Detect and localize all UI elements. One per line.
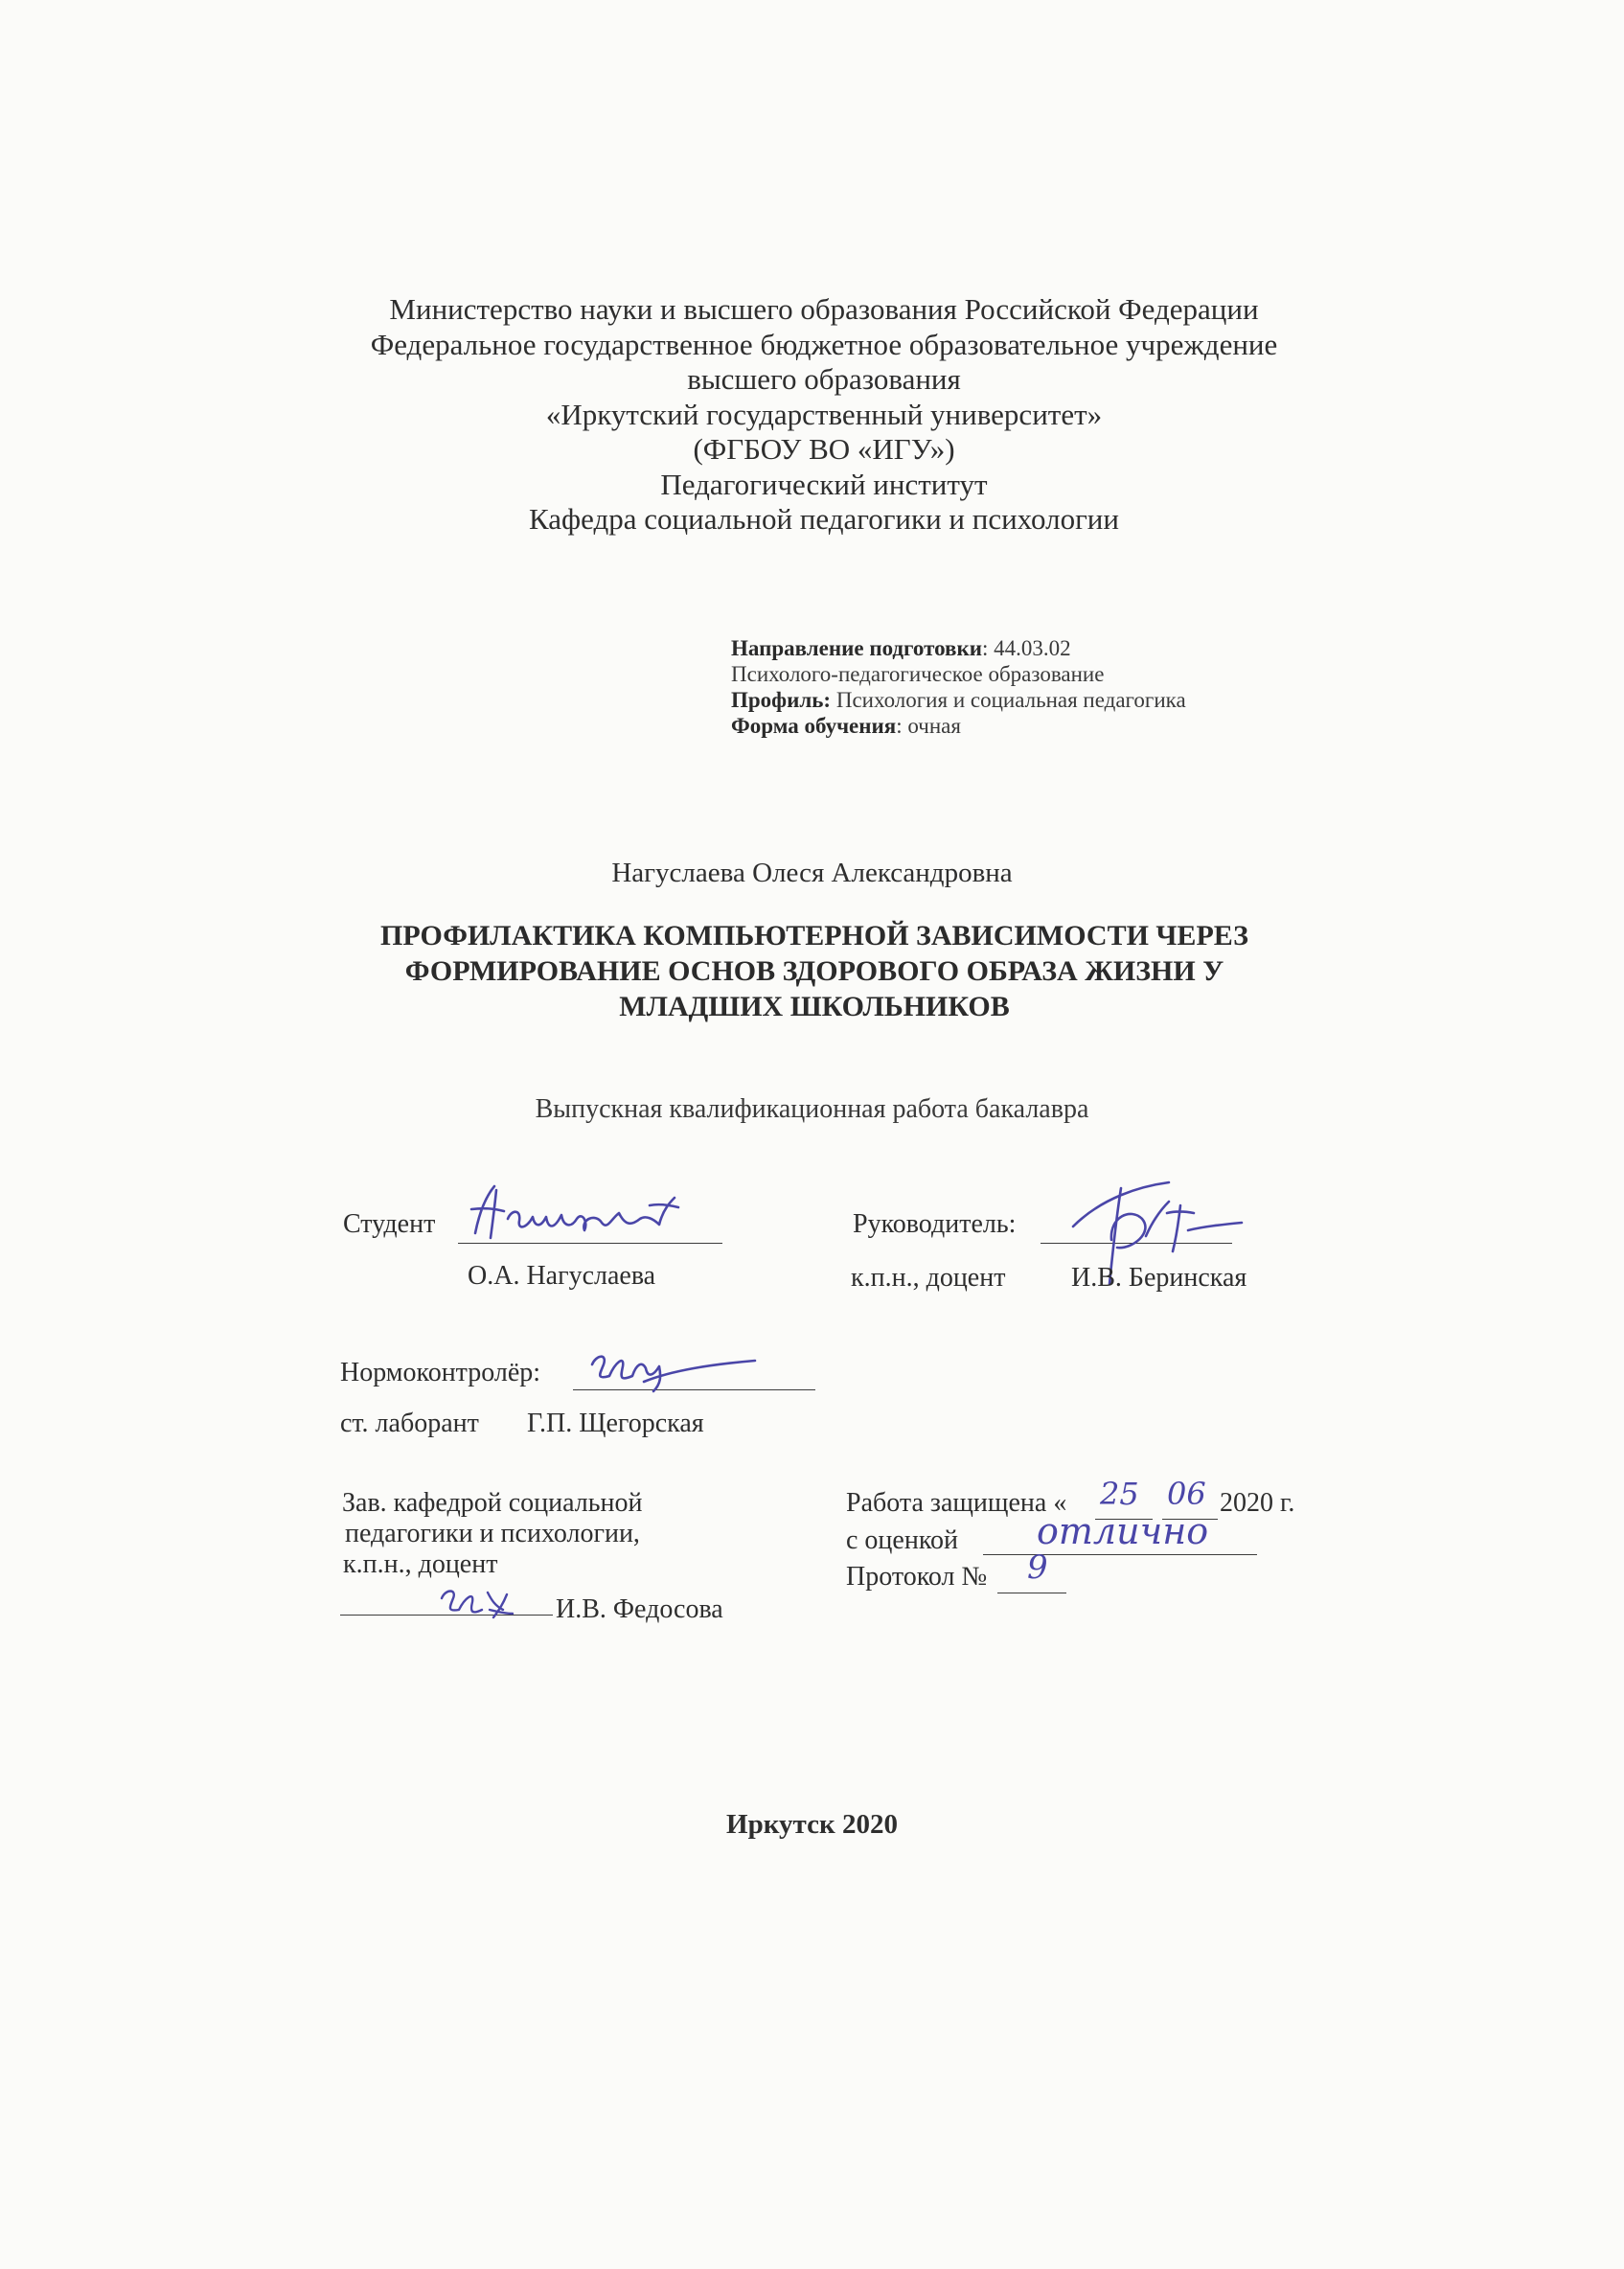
title-line: ФОРМИРОВАНИЕ ОСНОВ ЗДОРОВОГО ОБРАЗА ЖИЗНИ У <box>404 955 1224 987</box>
title-line: МЛАДШИХ ШКОЛЬНИКОВ <box>619 991 1010 1022</box>
defense-year: 2020 г. <box>1220 1488 1295 1518</box>
city-year: Иркутск 2020 <box>726 1809 898 1840</box>
profile-label: Профиль: <box>731 688 832 712</box>
defense-day: 25 <box>1100 1476 1139 1512</box>
title-line: ПРОФИЛАКТИКА КОМПЬЮТЕРНОЙ ЗАВИСИМОСТИ ЧЕРЕЗ <box>380 920 1248 951</box>
direction-label: Направление подготовки <box>731 636 982 660</box>
head-name: И.В. Федосова <box>556 1594 723 1624</box>
grade-line <box>983 1554 1257 1555</box>
head-title-line1: Зав. кафедрой социальной <box>342 1488 643 1518</box>
header-line: высшего образования <box>687 362 961 396</box>
institution-header <box>316 292 1332 538</box>
study-direction-block <box>731 635 1186 739</box>
protocol-number: 9 <box>1027 1548 1048 1587</box>
thesis-title <box>287 918 1341 1024</box>
supervisor-label: Руководитель: <box>853 1209 1017 1239</box>
study-form-label: Форма обучения <box>731 714 897 738</box>
header-line: Министерство науки и высшего образования Российской Федерации <box>389 292 1259 326</box>
profile-value: Психология и социальная педагогика <box>831 688 1186 712</box>
defense-prefix: Работа защищена « <box>846 1488 1067 1518</box>
head-title-line2: педагогики и психологии, <box>345 1519 640 1548</box>
student-signature <box>458 1180 736 1248</box>
header-line: Педагогический институт <box>660 467 988 501</box>
work-type: Выпускная квалификационная работа бакалавра <box>535 1094 1089 1124</box>
student-name: О.А. Нагуслаева <box>468 1261 656 1291</box>
direction-name: Психолого-педагогическое образование <box>731 662 1105 686</box>
author-name: Нагуслаева Олеся Александровна <box>611 858 1013 888</box>
student-label: Студент <box>343 1209 436 1239</box>
normcontrol-signature <box>586 1343 759 1397</box>
header-line: Федеральное государственное бюджетное образовательное учреждение <box>370 327 1278 361</box>
direction-code: : 44.03.02 <box>981 636 1071 660</box>
grade-label: с оценкой <box>846 1525 958 1555</box>
header-line: «Иркутский государственный университет» <box>545 397 1103 431</box>
head-signature <box>436 1581 541 1623</box>
protocol-label: Протокол № <box>846 1562 988 1592</box>
header-line: (ФГБОУ ВО «ИГУ») <box>693 432 955 466</box>
supervisor-degree: к.п.н., доцент <box>851 1263 1006 1293</box>
study-form-value: : очная <box>896 714 961 738</box>
defense-month: 06 <box>1167 1476 1206 1512</box>
head-degree: к.п.н., доцент <box>343 1549 498 1579</box>
grade-value: отлично <box>1037 1510 1209 1552</box>
header-line: Кафедра социальной педагогики и психологии <box>529 502 1119 536</box>
supervisor-name: И.В. Беринская <box>1071 1263 1247 1293</box>
normcontrol-label: Нормоконтролёр: <box>340 1358 541 1387</box>
normcontrol-position: ст. лаборант <box>340 1409 479 1438</box>
normcontrol-name: Г.П. Щегорская <box>527 1409 704 1438</box>
